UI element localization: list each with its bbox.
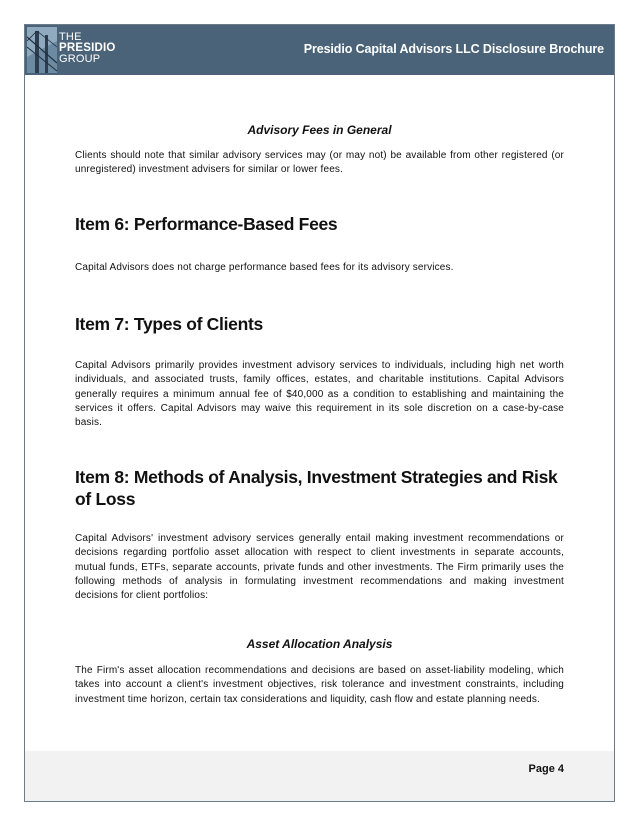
header-bar (25, 25, 614, 75)
presidio-logo (59, 32, 116, 65)
advisory-fees-subheading: Advisory Fees in General (247, 123, 392, 137)
logo-line-presidio: PRESIDIO (59, 42, 116, 54)
item6-heading: Item 6: Performance-Based Fees (75, 214, 338, 234)
asset-allocation-subheading: Asset Allocation Analysis (246, 637, 393, 651)
asset-allocation-paragraph: The Firm's asset allocation recommendations and decisions are based on asset-liability modeling, which takes into account a client's investment objectives, risk tolerance and investment constraints, including investment time horizon, certain tax considerations and liquidity, cash flow and estate planning needs. (75, 665, 564, 705)
footer-bar (25, 751, 614, 801)
page-frame (24, 24, 615, 802)
page-number: Page 4 (528, 763, 564, 775)
item8-paragraph: Capital Advisors' investment advisory services generally entail making investment recommendations or decisions regarding portfolio asset allocation with respect to client investments in separate accounts, mutual funds, ETFs, separate accounts, private funds and other investments. The Firm primarily uses the following methods of analysis in formulating investment recommendations and making investment decisions for client portfolios: (75, 533, 564, 602)
bridge-logo-icon (27, 27, 57, 73)
item7-heading: Item 7: Types of Clients (75, 314, 263, 334)
logo-line-the: THE (59, 31, 82, 43)
document-title: Presidio Capital Advisors LLC Disclosure Brochure (303, 42, 604, 56)
advisory-fees-paragraph: Clients should note that similar advisory services may (or may not) be available from other registered (or unregistered) investment advisers for similar or lower fees. (75, 150, 564, 176)
item7-paragraph: Capital Advisors primarily provides investment advisory services to individuals, including high net worth individuals, and associated trusts, family offices, estates, and charitable institutions. Capital Advisors generally requires a minimum annual fee of $40,000 as a condition to establishing and maintaining the services it offers. Capital Advisors may waive this requirement in its sole discretion on a case-by-case basis. (75, 360, 564, 429)
item6-paragraph: Capital Advisors does not charge performance based fees for its advisory services. (75, 262, 454, 273)
logo-line-group: GROUP (59, 53, 101, 65)
item8-heading: Item 8: Methods of Analysis, Investment Strategies and Risk of Loss (75, 467, 558, 509)
